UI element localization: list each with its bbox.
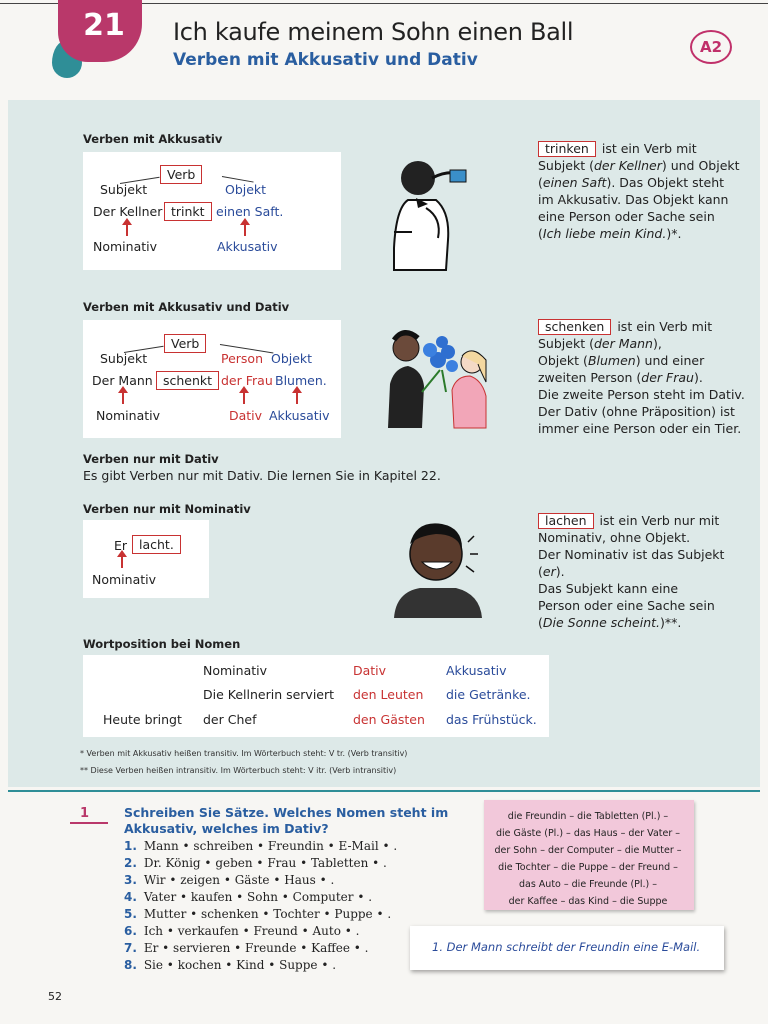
table-cell: Die Kellnerin serviert	[203, 687, 335, 702]
case-label: Akkusativ	[269, 408, 330, 423]
case-label: Nominativ	[92, 572, 157, 587]
list-item: 3. Wir • zeigen • Gäste • Haus • .	[124, 873, 335, 887]
keyword-lachen: lachen	[538, 513, 594, 529]
arrow-up-icon	[122, 392, 124, 404]
explanation-nominativ: lachen ist ein Verb nur mit Nominativ, ohne Objekt. Der Nominativ ist das Subjekt (er). Das Subjekt kann eine Person oder eine Sache sein (Die Sonne scheint.)**.	[538, 513, 725, 630]
keyword-trinken: trinken	[538, 141, 596, 157]
case-label: Nominativ	[96, 408, 161, 423]
laughing-man-illustration	[390, 514, 486, 618]
table-header: Dativ	[353, 663, 387, 678]
section-heading-akk-dativ: Verben mit Akkusativ und Dativ	[83, 300, 290, 314]
list-item: 4. Vater • kaufen • Sohn • Computer • .	[124, 890, 373, 904]
subject-word: Der Kellner	[93, 204, 163, 219]
case-label: Nominativ	[93, 239, 158, 254]
arrow-up-icon	[243, 392, 245, 404]
subject-word: Er	[114, 538, 128, 553]
keyword-schenken: schenken	[538, 319, 611, 335]
waiter-illustration	[388, 148, 468, 276]
verb-label: Verb	[164, 334, 206, 353]
dativ-note: Es gibt Verben nur mit Dativ. Die lernen Sie in Kapitel 22.	[83, 468, 441, 483]
list-item: 8. Sie • kochen • Kind • Suppe • .	[124, 958, 337, 972]
table-cell: den Gästen	[353, 712, 425, 727]
flowers-illustration	[382, 320, 496, 430]
dative-word: der Frau	[221, 373, 273, 388]
arrow-up-icon	[244, 224, 246, 236]
exercise-number-underline	[70, 822, 108, 824]
footnote-1: * Verben mit Akkusativ heißen transitiv. Im Wörterbuch steht: V tr. (Verb transitiv)	[80, 749, 408, 758]
list-item: 2. Dr. König • geben • Frau • Tabletten • .	[124, 856, 387, 870]
exercise-items	[124, 838, 397, 974]
objekt-label: Objekt	[271, 351, 313, 366]
section-heading-akkusativ: Verben mit Akkusativ	[83, 132, 223, 146]
exercise-title: Schreiben Sie Sätze. Welches Nomen steht im Akkusativ, welches im Dativ?	[124, 805, 449, 836]
object-word: Blumen.	[275, 373, 327, 388]
person-label: Person	[221, 351, 264, 366]
exercise-number: 1	[80, 806, 90, 821]
verb-label: Verb	[160, 165, 202, 184]
table-header: Akkusativ	[446, 663, 507, 678]
table-cell: die Getränke.	[446, 687, 531, 702]
subjekt-label: Subjekt	[100, 182, 148, 197]
section-heading-wortposition: Wortposition bei Nomen	[83, 637, 241, 651]
footnote-2: ** Diese Verben heißen intransitiv. Im Wörterbuch steht: V itr. (Verb intransitiv)	[80, 766, 397, 775]
explanation-akkusativ: trinken ist ein Verb mit Subjekt (der Kellner) und Objekt (einen Saft). Das Objekt steht im Akkusativ. Das Objekt kann eine Person oder Sache sein (Ich liebe mein Kind.)*.	[538, 141, 740, 241]
table-cell: den Leuten	[353, 687, 424, 702]
page-title: Ich kaufe meinem Sohn einen Ball	[173, 18, 574, 46]
chapter-number: 21	[83, 8, 125, 43]
subjekt-label: Subjekt	[100, 351, 148, 366]
list-item: 6. Ich • verkaufen • Freund • Auto • .	[124, 924, 360, 938]
verb-word: schenkt	[156, 371, 219, 390]
case-label: Dativ	[229, 408, 263, 423]
level-badge: A2	[690, 30, 732, 64]
list-item: 7. Er • servieren • Freunde • Kaffee • .	[124, 941, 369, 955]
arrow-up-icon	[296, 392, 298, 404]
list-item: 1. Mann • schreiben • Freundin • E-Mail • .	[124, 839, 398, 853]
subject-word: Der Mann	[92, 373, 153, 388]
table-cell: Heute bringt	[103, 712, 182, 727]
section-heading-nominativ: Verben nur mit Nominativ	[83, 502, 251, 516]
page-number: 52	[48, 990, 62, 1003]
verb-word: trinkt	[164, 202, 212, 221]
section-heading-dativ: Verben nur mit Dativ	[83, 452, 219, 466]
section-divider	[8, 790, 760, 792]
page-subtitle: Verben mit Akkusativ und Dativ	[173, 50, 478, 70]
arrow-up-icon	[121, 556, 123, 568]
word-bank-text: die Freundin – die Tabletten (Pl.) – die Gäste (Pl.) – das Haus – der Vater – der Sohn – der Computer – die Mutter – die Tochter – die Puppe – der Freund – das Auto – die Freunde (Pl.) – der Kaffee – das Kind – die Suppe	[494, 811, 682, 907]
table-cell: das Frühstück.	[446, 712, 537, 727]
case-label: Akkusativ	[217, 239, 278, 254]
answer-example: 1. Der Mann schreibt der Freundin eine E-Mail.	[432, 940, 701, 954]
explanation-akk-dativ: schenken ist ein Verb mit Subjekt (der Mann), Objekt (Blumen) und einer zweiten Person (der Frau). Die zweite Person steht im Dativ. Der Dativ (ohne Präposition) ist immer eine Person oder ein Tier.	[538, 319, 745, 436]
list-item: 5. Mutter • schenken • Tochter • Puppe • .	[124, 907, 392, 921]
table-header: Nominativ	[203, 663, 268, 678]
objekt-label: Objekt	[225, 182, 267, 197]
verb-word: lacht.	[132, 535, 181, 554]
arrow-up-icon	[126, 224, 128, 236]
object-word: einen Saft.	[216, 204, 284, 219]
table-cell: der Chef	[203, 712, 257, 727]
